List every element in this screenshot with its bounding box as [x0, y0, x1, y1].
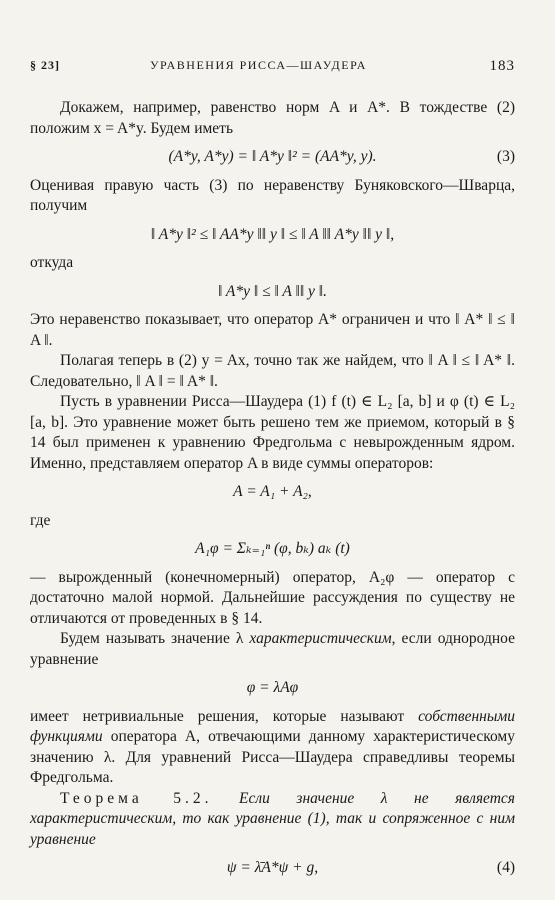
- formula-inequality-text: ‖ A*y ‖² ≤ ‖ AA*y ‖‖ y ‖ ≤ ‖ A ‖‖ A*y ‖‖ y ‖,: [150, 225, 395, 243]
- p9-start: Будем называть значение λ: [60, 630, 250, 647]
- p9-emphasis: характеристическим: [249, 630, 392, 647]
- paragraph-2: Оценивая правую часть (3) по неравенству Буняковского—Шварца, получим: [30, 176, 515, 214]
- page-number: 183: [489, 58, 515, 74]
- formula-3: [30, 147, 515, 168]
- formula-homogeneous-text: φ = λAφ: [246, 679, 299, 696]
- p10-end: оператора A, отвечающими данному характеристическому значению λ. Для уравнений Рисса—Шаудера справедливы теоремы Фредгольма.: [30, 728, 515, 786]
- paragraph-9: [30, 629, 515, 670]
- paragraph-4: Это неравенство показывает, что оператор A* ограничен и что ‖ A* ‖ ≤ ‖ A ‖.: [30, 311, 515, 349]
- p9-end: , если однородное уравнение: [30, 630, 515, 668]
- paragraph-6: Пусть в уравнении Рисса—Шаудера (1) f (t) ∈ L₂ [a, b] и φ (t) ∈ L₂ [a, b]. Это уравнение может быть решено тем же приемом, который в § 14 был применен к уравнению Фредгольма с невырожденным ядром. Именно, представляем оператор A в виде суммы операторов:: [30, 393, 515, 472]
- section-marker: § 23]: [30, 58, 60, 72]
- theorem-label: Теорема 5.2.: [60, 789, 213, 807]
- paragraph-1: Докажем, например, равенство норм A и A*. В тождестве (2) положим x = A*y. Будем иметь: [30, 99, 515, 137]
- formula-bound: [30, 282, 515, 303]
- formula-4-text: ψ = λ̄A*ψ + g,: [226, 859, 319, 876]
- equation-number-3: (3): [496, 148, 515, 165]
- formula-degenerate-text: A₁φ = Σₖ₌₁ⁿ (φ, bₖ) aₖ (t): [195, 540, 350, 557]
- formula-sum: [30, 482, 515, 503]
- page-body: [30, 98, 515, 887]
- formula-homogeneous: [30, 678, 515, 699]
- chapter-title: УРАВНЕНИЯ РИССА—ШАУДЕРА: [150, 58, 367, 72]
- equation-number-4: (4): [496, 859, 515, 876]
- paragraph-8: — вырожденный (конечномерный) оператор, A₂φ — оператор с достаточно малой нормой. Дальнейшие рассуждения по существу не отличаются от проведенных в § 14.: [30, 568, 515, 627]
- formula-3-text: (A*y, A*y) = ‖ A*y ‖² = (AA*y, y).: [168, 148, 377, 165]
- theorem-paragraph: [30, 789, 515, 851]
- paragraph-10: [30, 707, 515, 789]
- formula-4: [30, 858, 515, 879]
- paragraph-7: где: [30, 511, 51, 529]
- running-header: [30, 58, 515, 78]
- p10-start: имеет нетривиальные решения, которые называют: [30, 707, 419, 725]
- formula-inequality: [30, 225, 515, 246]
- paragraph-5: Полагая теперь в (2) y = Ax, точно так же найдем, что ‖ A ‖ ≤ ‖ A* ‖. Следовательно, ‖ A ‖ = ‖ A* ‖.: [30, 352, 515, 390]
- p10-emphasis: собственными функциями: [30, 707, 515, 745]
- formula-sum-text: A = A₁ + A₂,: [233, 483, 312, 500]
- formula-bound-text: ‖ A*y ‖ ≤ ‖ A ‖‖ y ‖.: [217, 282, 328, 300]
- theorem-text: Если значение λ не является характеристическим, то как уравнение (1), так и сопряженное с ним уравнение: [30, 789, 515, 848]
- paragraph-3: откуда: [30, 254, 74, 271]
- formula-degenerate: [30, 539, 515, 560]
